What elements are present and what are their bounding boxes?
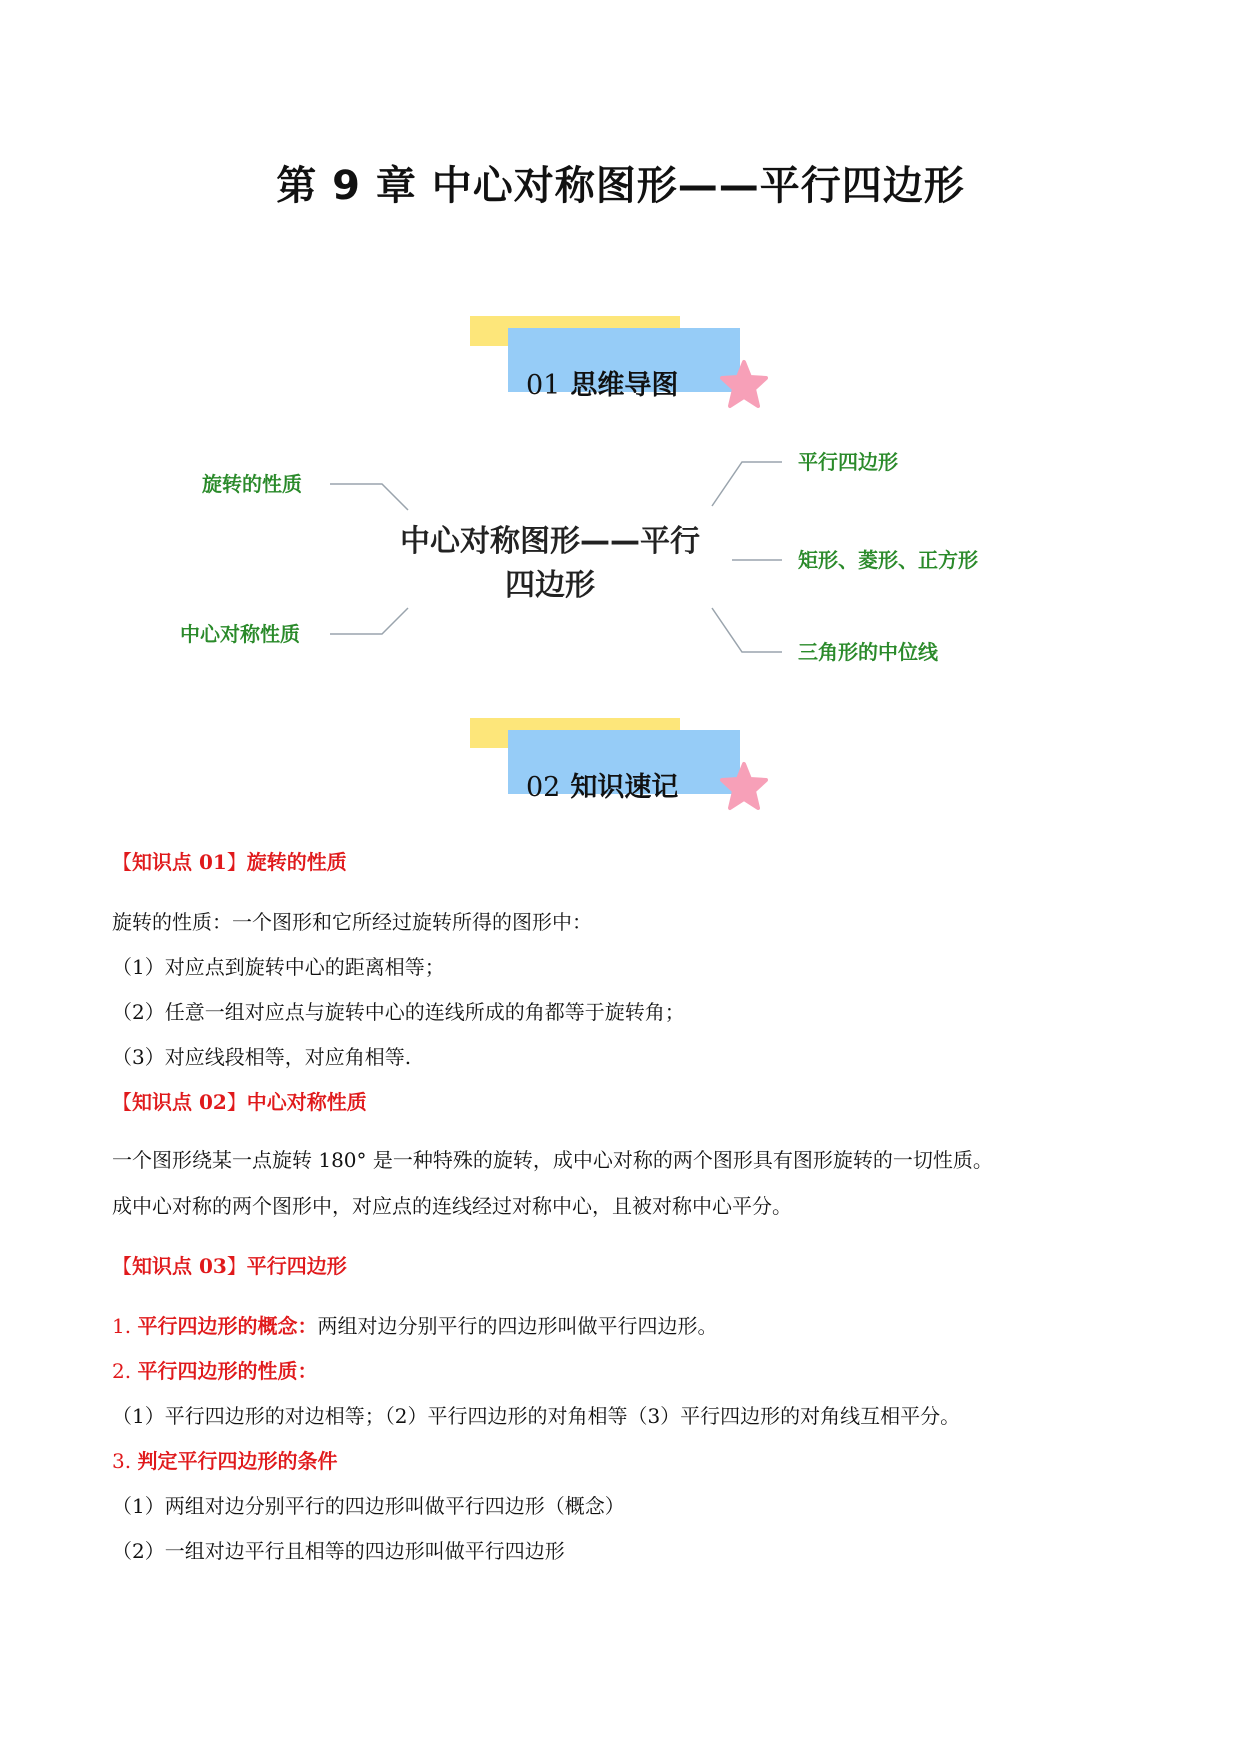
list-item: （1）对应点到旋转中心的距离相等；	[112, 955, 445, 979]
knowledge-point-heading	[112, 1252, 1152, 1280]
list-item: （2）任意一组对应点与旋转中心的连线所成的角都等于旋转角；	[112, 1000, 685, 1024]
knowledge-point-name: 中心对称性质	[246, 1090, 367, 1114]
section-label	[526, 770, 678, 806]
property-label: 平行四边形的性质：	[137, 1359, 318, 1383]
section-banner-knowledge	[470, 718, 790, 828]
bracket: 【	[112, 850, 132, 874]
mind-map-node-midline: 三角形的中位线	[798, 640, 938, 664]
paragraph	[112, 1447, 1152, 1475]
bracket: 【	[112, 1090, 132, 1114]
judge-label: 判定平行四边形的条件	[137, 1449, 338, 1473]
section-label	[526, 368, 678, 404]
mind-map-node-rotation: 旋转的性质	[202, 472, 302, 496]
bracket: 】	[226, 850, 247, 874]
knowledge-point-heading	[112, 1088, 1152, 1116]
knowledge-point-heading	[112, 848, 1152, 876]
paragraph: 成中心对称的两个图形中，对应点的连线经过对称中心，且被对称中心平分。	[112, 1194, 792, 1218]
list-item: （3）对应线段相等，对应角相等.	[112, 1045, 412, 1069]
mind-map	[160, 440, 1060, 700]
mind-map-center: 中心对称图形——平行四边形	[400, 524, 700, 603]
mind-map-node-central-symmetry: 中心对称性质	[180, 622, 300, 646]
bracket: 【	[112, 1254, 132, 1278]
section-title: 思维导图	[570, 370, 679, 401]
knowledge-content	[112, 848, 1152, 1565]
star-icon	[718, 761, 770, 813]
knowledge-point-name: 平行四边形	[246, 1254, 347, 1278]
knowledge-point-tag: 知识点 02	[132, 1090, 227, 1114]
bracket: 】	[226, 1254, 247, 1278]
paragraph: （1）平行四边形的对边相等；（2）平行四边形的对角相等（3）平行四边形的对角线互相平分。	[112, 1404, 961, 1428]
section-number: 01	[526, 370, 561, 401]
paragraph	[112, 1357, 1152, 1385]
knowledge-point-tag: 知识点 01	[132, 850, 227, 874]
star-icon	[718, 359, 770, 411]
list-item: （2）一组对边平行且相等的四边形叫做平行四边形	[112, 1539, 565, 1563]
knowledge-point-name: 旋转的性质	[246, 850, 347, 874]
item-number: 2.	[112, 1359, 138, 1383]
bracket: 】	[226, 1090, 247, 1114]
page-title: 第 9 章 中心对称图形——平行四边形	[276, 163, 965, 209]
concept-text: 两组对边分别平行的四边形叫做平行四边形。	[317, 1314, 718, 1338]
paragraph	[112, 1312, 1152, 1340]
list-item: （1）两组对边分别平行的四边形叫做平行四边形（概念）	[112, 1494, 625, 1518]
item-number: 3.	[112, 1449, 138, 1473]
paragraph: 旋转的性质：一个图形和它所经过旋转所得的图形中：	[112, 910, 592, 934]
mind-map-node-parallelogram: 平行四边形	[798, 450, 898, 474]
paragraph: 一个图形绕某一点旋转 180° 是一种特殊的旋转，成中心对称的两个图形具有图形旋转的一切性质。	[112, 1148, 993, 1172]
concept-label: 平行四边形的概念：	[137, 1314, 318, 1338]
knowledge-point-tag: 知识点 03	[132, 1254, 227, 1278]
mind-map-node-rectangle-rhombus-square: 矩形、菱形、正方形	[798, 548, 978, 572]
section-title: 知识速记	[570, 772, 679, 803]
section-banner-mindmap	[470, 316, 790, 426]
section-number: 02	[526, 772, 561, 803]
item-number: 1.	[112, 1314, 138, 1338]
